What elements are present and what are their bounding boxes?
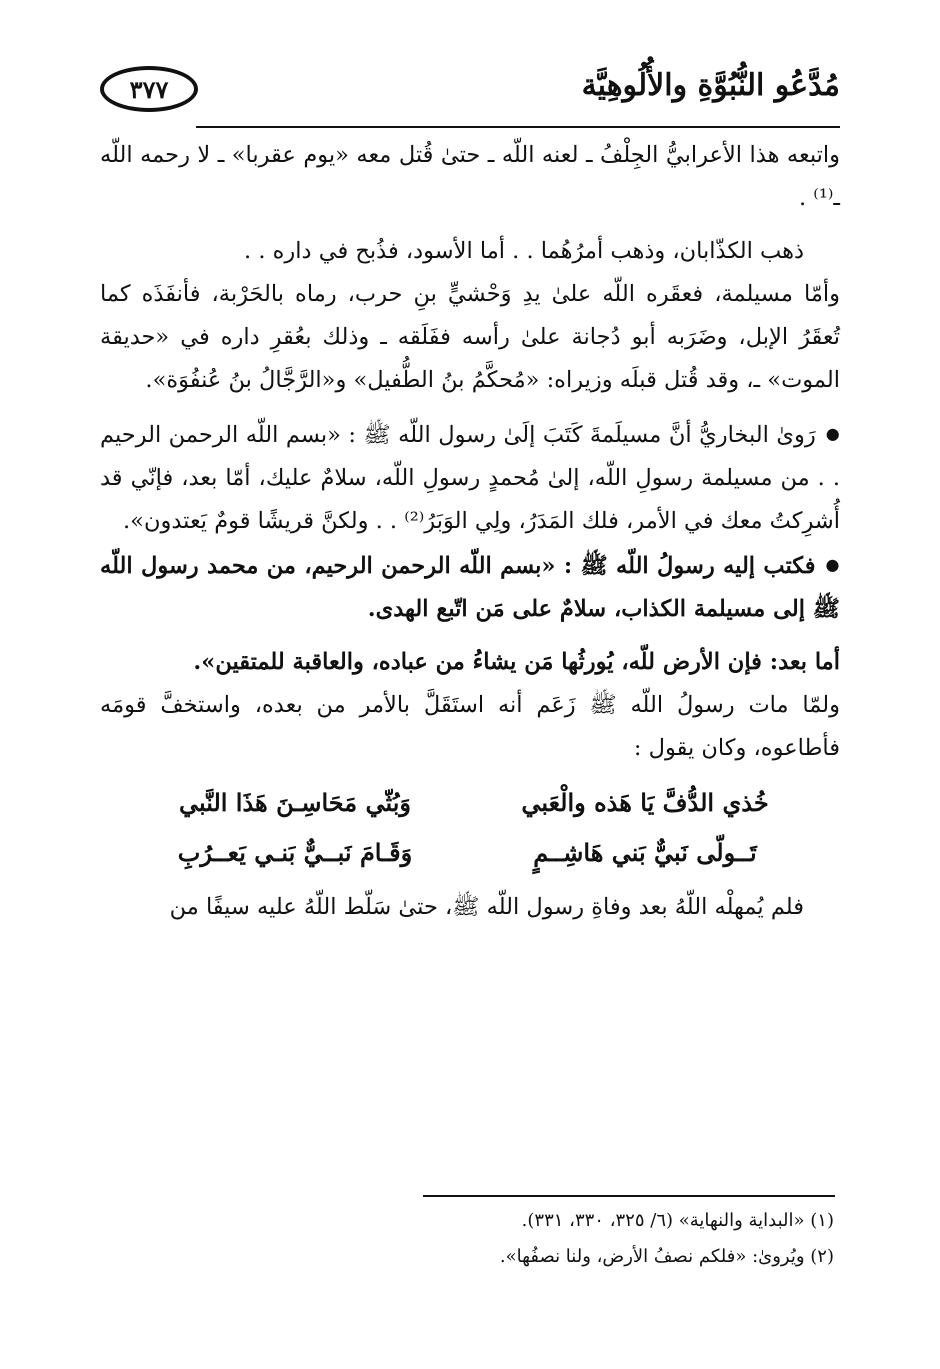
paragraph-text: فكتب إليه رسولُ اللّه ﷺ : «بسم اللّه الرحمن الرحيم، من محمد رسول اللّه ﷺ إلى مسيلمة الكذاب، سلامٌ على مَن اتّبع الهدى. — [100, 553, 840, 622]
running-title: مُدَّعُو النُّبُوَّةِ والأُلُوهِيَّة — [581, 68, 840, 103]
poem — [150, 778, 790, 878]
paragraph-text: رَوىٰ البخاريُّ أنَّ مسيلَمةَ كَتَبَ إلَىٰ رسول اللّه ﷺ : «بسم اللّه الرحمن الرحيم . . من مسيلمة رسولِ اللّه، إلىٰ مُحمدٍ رسولِ اللّه، سلامٌ عليك، أمّا بعد، فإنّي قد أُشرِكتُ معك في الأمر، فلك المَدَرُ، ولِي الوَبَرُ⁽²⁾ . . ولكنَّ قريشًا قومٌ يَعتدون». — [100, 422, 840, 534]
bulleted-paragraph — [100, 412, 840, 543]
main-text — [100, 134, 840, 929]
verse-first-hemistich: تَــولّى نَبيٌّ بَني هَاشِــمٍ — [533, 838, 757, 867]
paragraph: ذهب الكذّابان، وذهب أمرُهُما . . أما الأسود، فذُبح في داره . . — [244, 238, 804, 264]
paragraph: أما بعد: فإن الأرض للّه، يُورثُها مَن يشاءُ من عباده، والعاقبة للمتقين». — [193, 649, 840, 675]
page-number: ٣٧٧ — [100, 66, 198, 112]
poem-verse — [150, 828, 790, 878]
verse-second-hemistich: وَبُثّي مَحَاسِـنَ هَذَا النَّبي — [178, 788, 412, 817]
paragraph: واتبعه هذا الأعرابيُّ الجِلْفُ ـ لعنه اللّه ـ حتىٰ قُتل معه «يوم عقربا» ـ لا رحمه اللّه ـ⁽¹⁾ . — [100, 142, 840, 211]
bulleted-paragraph — [100, 543, 840, 631]
verse-first-hemistich: خُذي الدُّفَّ يَا هَذه والْعَبي — [521, 788, 769, 817]
footnote: (١) «البداية والنهاية» (٦/ ٣٢٥، ٣٣٠، ٣٣١). — [521, 1210, 834, 1231]
paragraph: ولمّا مات رسولُ اللّه ﷺ زَعَم أنه استَقَلَّ بالأمر من بعده، واستخفَّ قومَه فأطاعوه، وكان يقول : — [100, 692, 840, 761]
page-header — [100, 62, 840, 128]
footnotes — [114, 1203, 834, 1275]
poem-verse — [150, 778, 790, 828]
footnote-divider — [423, 1195, 835, 1197]
header-divider — [196, 126, 840, 128]
paragraph: وأمّا مسيلمة، فعقَره اللّه علىٰ يدِ وَحْشيٍّ بنِ حرب، رماه بالحَرْبة، فأنفَذَه كما تُعقَرُ الإبل، وضَرَبه أبو دُجانة علىٰ رأسه ففَلَقه ـ وذلك بعُقرِ داره في «حديقة الموت» ـ، وقد قُتل قبلَه وزيراه: «مُحكَّمُ بنُ الطُّفيل» و«الرَّجَّالُ بنُ عُنفُوَة». — [100, 281, 840, 393]
paragraph: فلم يُمهلْه اللّهُ بعد وفاةِ رسول اللّه ﷺ، حتىٰ سَلّط اللّهُ عليه سيفًا من — [169, 894, 804, 920]
footnote: (٢) ويُروىٰ: «فلكم نصفُ الأرض، ولنا نصفُها». — [499, 1246, 834, 1267]
verse-second-hemistich: وَقَـامَ نَبــيٌّ بَنـي يَعــرُبِ — [177, 838, 413, 867]
